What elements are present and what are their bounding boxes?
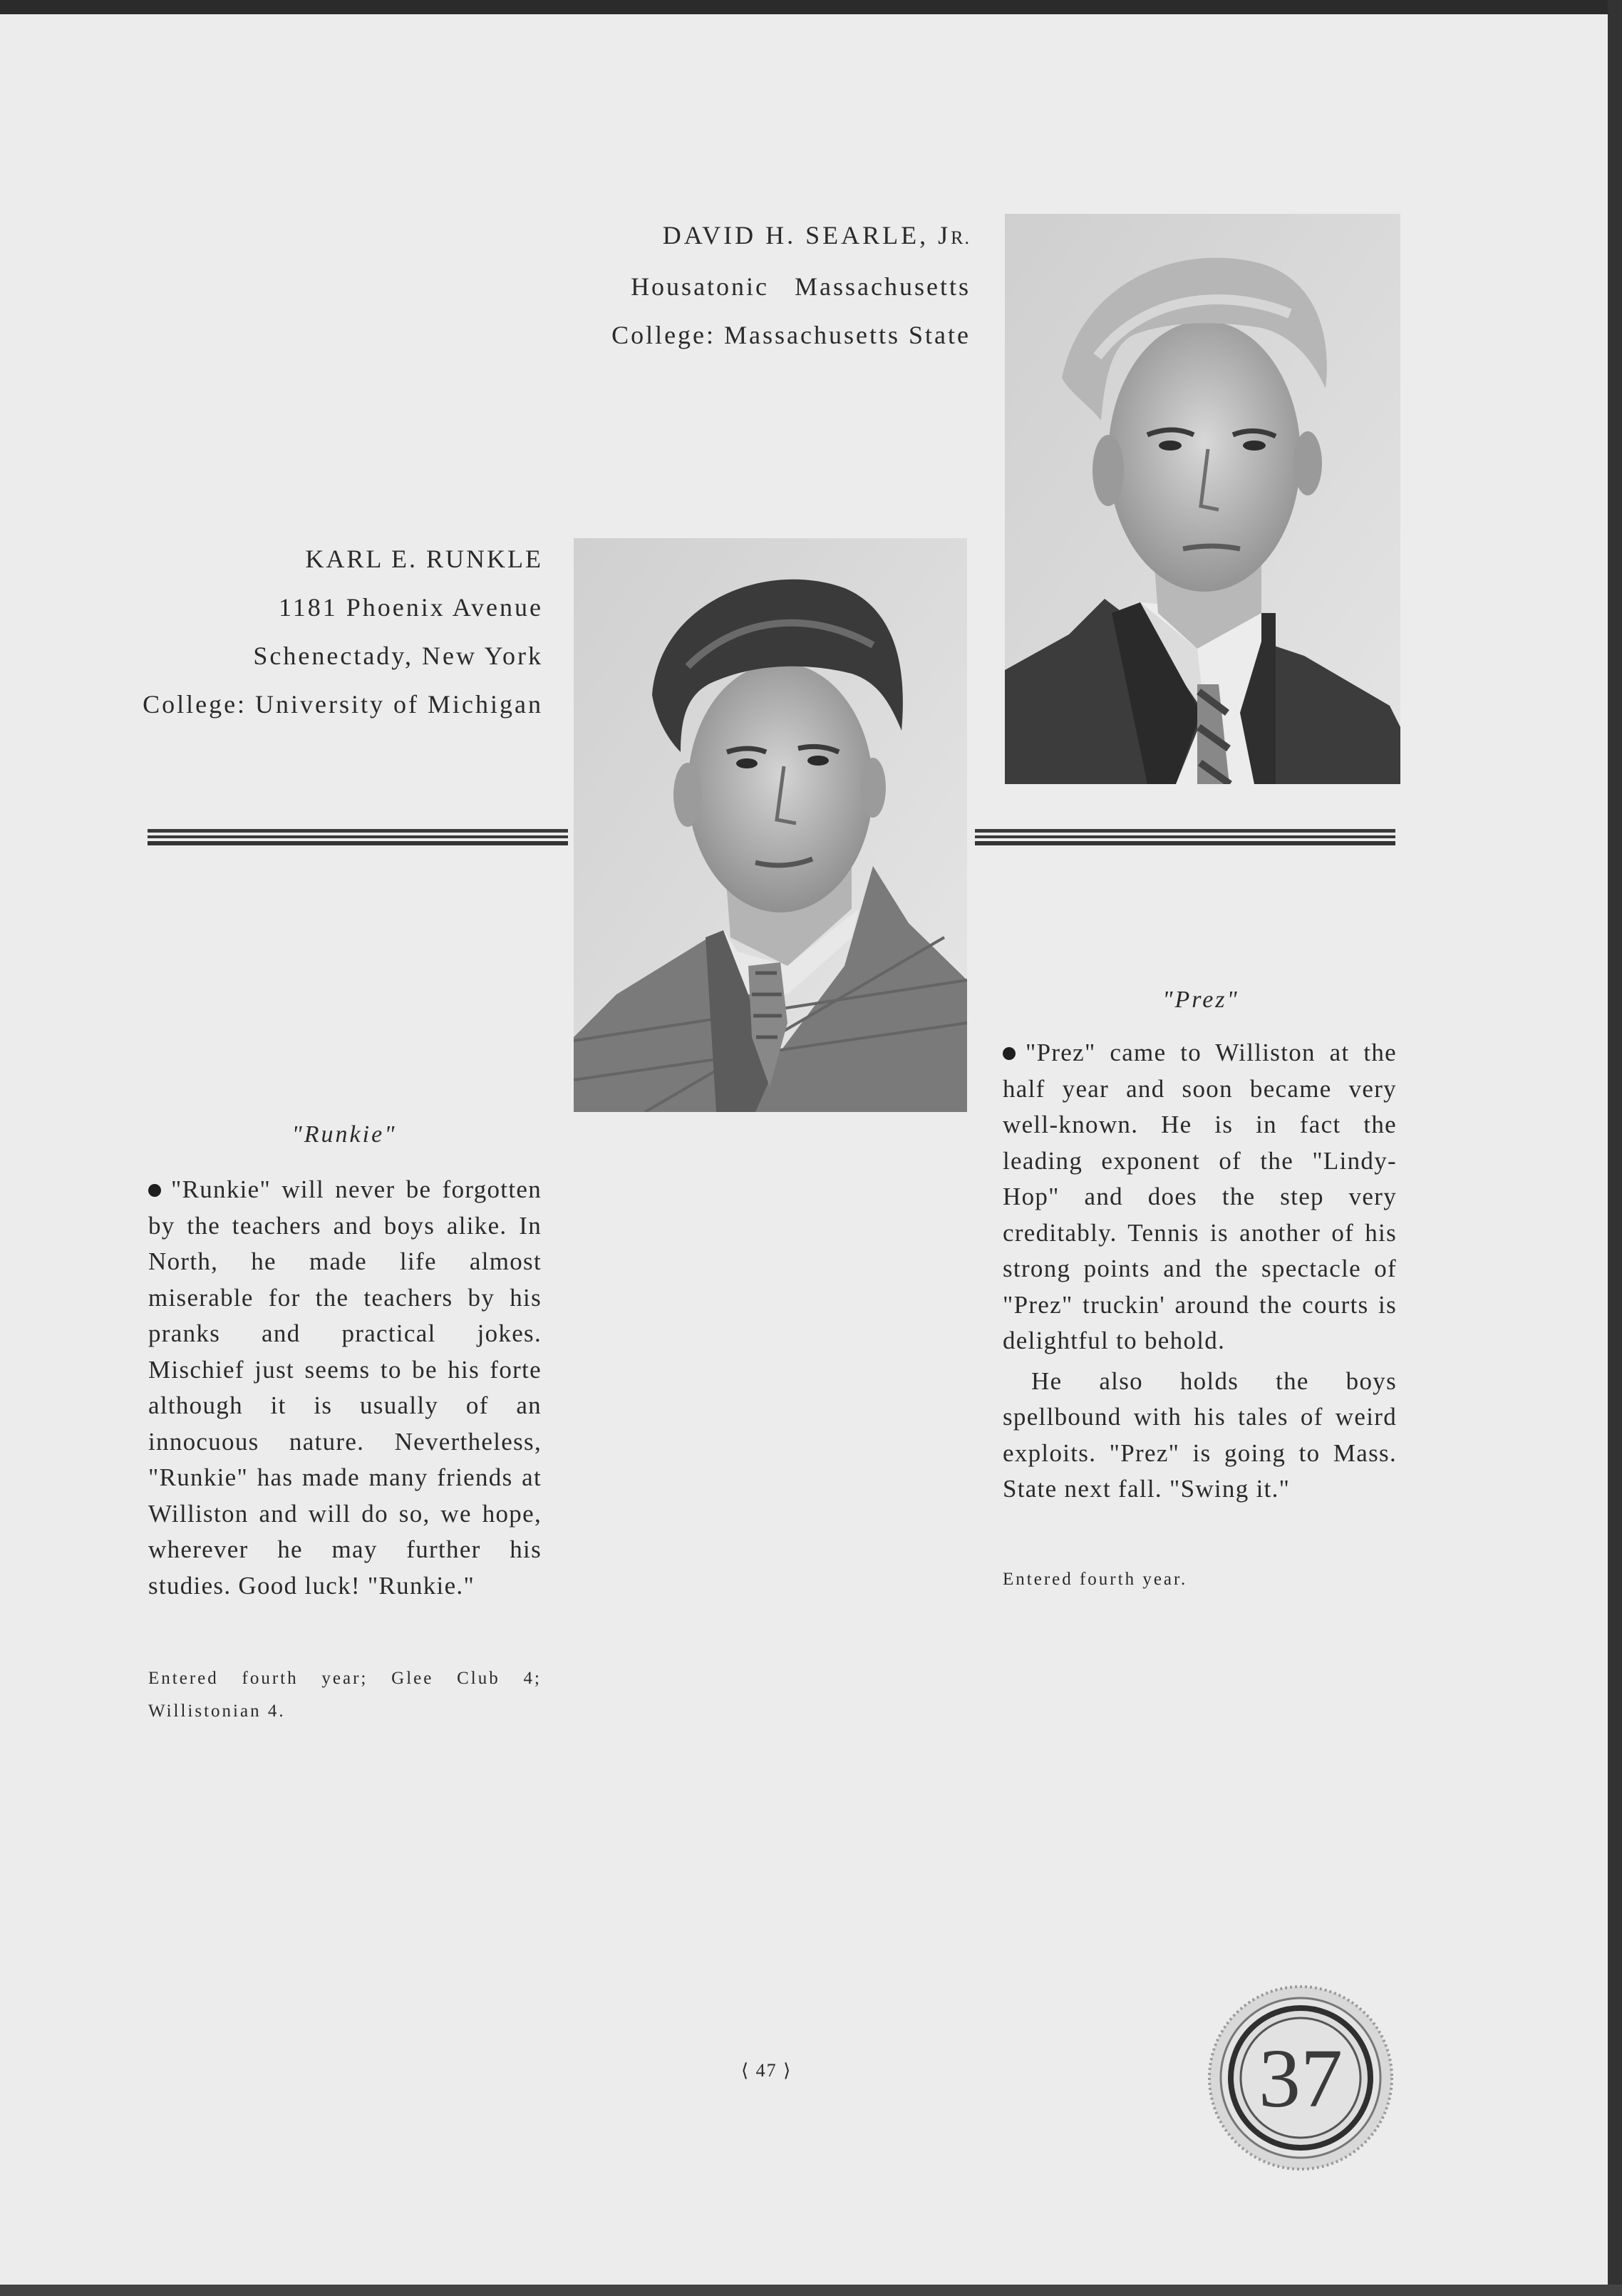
searle-paragraph-2: He also holds the boys spellbound with his tales of weird exploits. "Prez" is going to Mass. State next fall. "Swing it." — [1003, 1366, 1397, 1503]
scan-edge-bottom — [0, 2285, 1622, 2296]
searle-header — [499, 211, 971, 359]
searle-divider-rule — [975, 829, 1395, 848]
searle-portrait — [1005, 214, 1400, 784]
scan-edge-right — [1608, 0, 1622, 2296]
seal-number: 37 — [1259, 2032, 1343, 2125]
searle-nickname: "Prez" — [1162, 987, 1239, 1013]
runkle-nickname: "Runkie" — [291, 1121, 397, 1148]
runkle-header — [107, 535, 543, 729]
runkle-city: Schenectady, New York — [253, 642, 543, 670]
searle-name: DAVID H. SEARLE, JR. — [662, 221, 971, 249]
searle-biography — [1003, 1035, 1397, 1508]
bullet-icon — [148, 1184, 161, 1197]
page-number: ⟨ 47 ⟩ — [741, 2060, 792, 2081]
runkle-address: 1181 Phoenix Avenue — [279, 593, 543, 622]
runkle-activities: Entered fourth year; Glee Club 4; Willistonian 4. — [148, 1669, 542, 1721]
runkle-name: KARL E. RUNKLE — [305, 545, 543, 573]
runkle-college: College: University of Michigan — [143, 690, 543, 719]
bullet-icon — [1003, 1047, 1016, 1060]
searle-college: College: Massachusetts State — [611, 321, 971, 349]
runkle-divider-rule — [148, 829, 568, 848]
runkle-portrait — [574, 538, 967, 1112]
runkle-paragraph-1: "Runkie" will never be forgotten by the teachers and boys alike. In North, he made life almost miserable for the teachers by his pranks and practical jokes. Mischief just seems to be his forte although it is usually of an innocuous nature. Nevertheless, "Runkie" has made many friends at Williston and will do so, we hope, wherever he may further his studies. Good luck! "Runkie." — [148, 1175, 542, 1600]
searle-activities: Entered fourth year. — [1003, 1570, 1188, 1589]
searle-hometown: Housatonic Massachusetts — [631, 272, 971, 301]
class-seal — [1204, 1982, 1397, 2174]
searle-paragraph-1: "Prez" came to Williston at the half year and soon became very well-known. He is in fact the leading exponent of the "Lindy-Hop" and does the step very creditably. Tennis is another of his strong points and the spectacle of "Prez" truckin' around the courts is delightful to behold. — [1003, 1039, 1397, 1354]
runkle-biography — [148, 1172, 542, 1604]
